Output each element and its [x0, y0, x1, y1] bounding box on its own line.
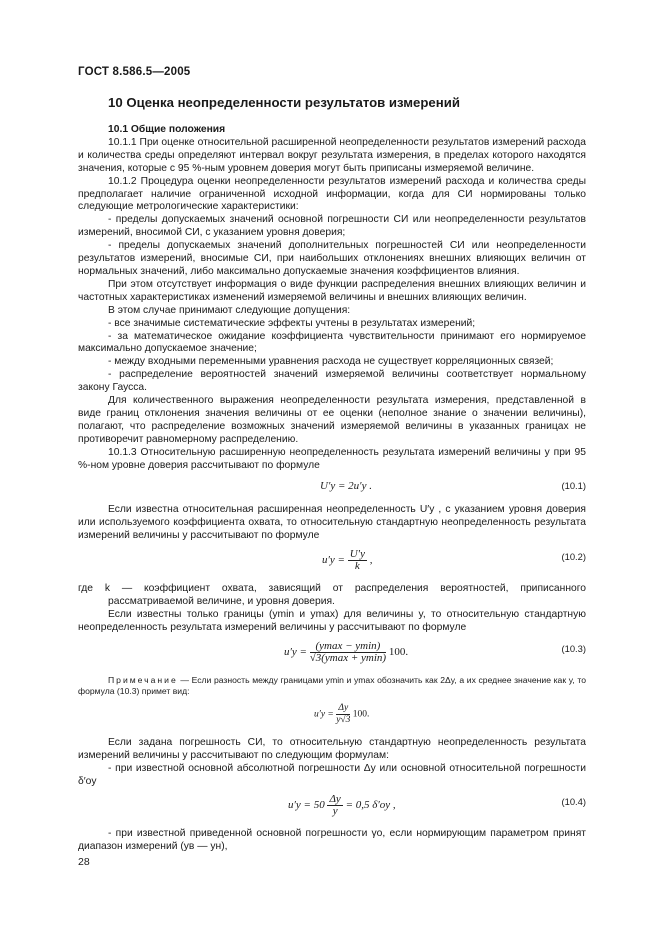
numerator: Δy: [329, 793, 341, 806]
numerator: (ymax − ymin): [310, 641, 386, 653]
list-item: - все значимые систематические эффекты учтены в результатах измерений;: [108, 317, 476, 329]
equation-note: [78, 701, 586, 731]
equation-10-4: [78, 792, 586, 822]
equation-tail: = 0,5 δ′оy ,: [345, 799, 396, 812]
paragraph: Если известна относительная расширенная неопределенность U′y , с указанием уровня доверия или используемого коэффициента охвата, то относительную стандартную неопределенность результата измерений величины y рассчитывают по формуле: [78, 504, 586, 542]
equation-rhs: = 2u′y .: [337, 480, 372, 493]
paragraph: Если задана погрешность СИ, то относительную стандартную неопределенность результата измерений величины y рассчитывают по следующим формулам:: [78, 736, 586, 761]
paragraph: 10.1.1 При оценке относительной расширенной неопределенности результатов измерений расхода и количества среды определяют интервал вокруг результата измерения, в пределах которого находятся значения, которые с 95 %-ным уровнем доверия могут быть приписаны измеряемой величине.: [78, 136, 586, 174]
list-item: - распределение вероятностей значений измеряемой величины соответствует нормальному закону Гаусса.: [78, 369, 586, 394]
list-item: - между входными переменными уравнения расхода не существует корреляционных связей;: [108, 356, 554, 368]
equation-lhs: u′y =: [284, 645, 307, 658]
list-item: - при известной приведенной основной погрешности γо, если нормирующим параметром принят диапазон измерений (yв — yн),: [78, 828, 586, 853]
paragraph: При этом отсутствует информация о виде функции распределения внешних влияющих величин и частотных характеристиках изменений измеряемой величины и внешних влияющих величин.: [78, 278, 586, 303]
numerator: U′y: [349, 548, 365, 561]
subsection-title: 10.1 Общие положения: [108, 124, 226, 135]
denominator: k: [354, 560, 360, 573]
page-number: 28: [78, 856, 90, 868]
section-title: 10 Оценка неопределенности результатов измерений: [108, 95, 460, 110]
denominator: y√3: [336, 714, 351, 725]
equation-lhs: U′y: [320, 480, 336, 493]
equation-lhs: u′y =: [322, 554, 345, 567]
list-item: - пределы допускаемых значений основной погрешности СИ или неопределенности результатов измерений, вносимой СИ, с указанием уровня доверия;: [78, 214, 586, 239]
equation-10-2: [78, 547, 586, 577]
note-label: Примечание: [108, 674, 178, 685]
paragraph: 10.1.3 Относительную расширенную неопределенность результата измерений величины y при 95 %-ном уровне доверия рассчитывают по формуле: [78, 446, 586, 471]
paragraph: Если известны только границы (ymin и ymax) для величины y, то относительную стандартную неопределенность результата измерений величины y рассчитывают по формуле: [78, 609, 586, 633]
list-item: - пределы допускаемых значений дополнительных погрешностей СИ или неопределенности результатов измерений, вносимые СИ, при наибольших отклонениях внешних влияющих величин от нормальных значений, либо максимально допускаемые значения коэффициентов влияния.: [78, 240, 586, 277]
equation-lhs: u′y = 50: [288, 799, 325, 812]
fraction: [336, 703, 350, 726]
equation-10-3: [78, 639, 586, 669]
denominator: √3(ymax + ymin): [309, 651, 387, 664]
note-text: — Если разность между границами ymin и ymax обозначить как 2Δy, а их среднее значение как y, то формула (10.3) примет вид:: [78, 674, 586, 696]
equation-tail: ,: [369, 554, 373, 567]
document-header: ГОСТ 8.586.5—2005: [78, 66, 191, 78]
list-item: - при известной основной абсолютной погрешности Δy или основной относительной погрешности δ′оy: [78, 762, 586, 787]
fraction: [327, 794, 342, 817]
equation-tail: 100.: [388, 645, 409, 658]
equation-lhs: u′y =: [314, 709, 334, 720]
equation-10-1: [78, 476, 586, 498]
equation-tail: 100.: [352, 709, 370, 720]
paragraph: В этом случае принимают следующие допущения:: [108, 304, 351, 316]
list-item: - за математическое ожидание коэффициента чувствительности принимают его нормируемое максимально допускаемое значение;: [78, 330, 586, 355]
paragraph: 10.1.2 Процедура оценки неопределенности результатов измерений расхода и количества среды предполагает наличие ограниченной исходной информации, когда для СИ нормированы только следующие метрологические характеристики:: [78, 175, 586, 213]
definition-text: где k — коэффициент охвата, зависящий от распределения вероятностей, приписанного рассматриваемой величине, и уровня доверия.: [78, 583, 586, 608]
definition-k: [78, 583, 586, 609]
fraction: [348, 549, 367, 572]
equation-number: (10.4): [561, 796, 586, 808]
numerator: Δy: [336, 703, 350, 715]
fraction: [310, 641, 386, 664]
equation-number: (10.3): [561, 642, 586, 654]
equation-number: (10.1): [561, 480, 586, 492]
paragraph: Для количественного выражения неопределенности результата измерения, представленной в виде границ отклонения значения величины от ее оценки (неполное знание о значении величины), полагают, что распределение возможных значений измеряемой величины в указанных границах не противоречит равномерному распределению.: [78, 395, 586, 445]
denominator: y: [332, 805, 338, 818]
note: [78, 675, 586, 697]
equation-number: (10.2): [561, 551, 586, 563]
document-body: [78, 124, 586, 854]
